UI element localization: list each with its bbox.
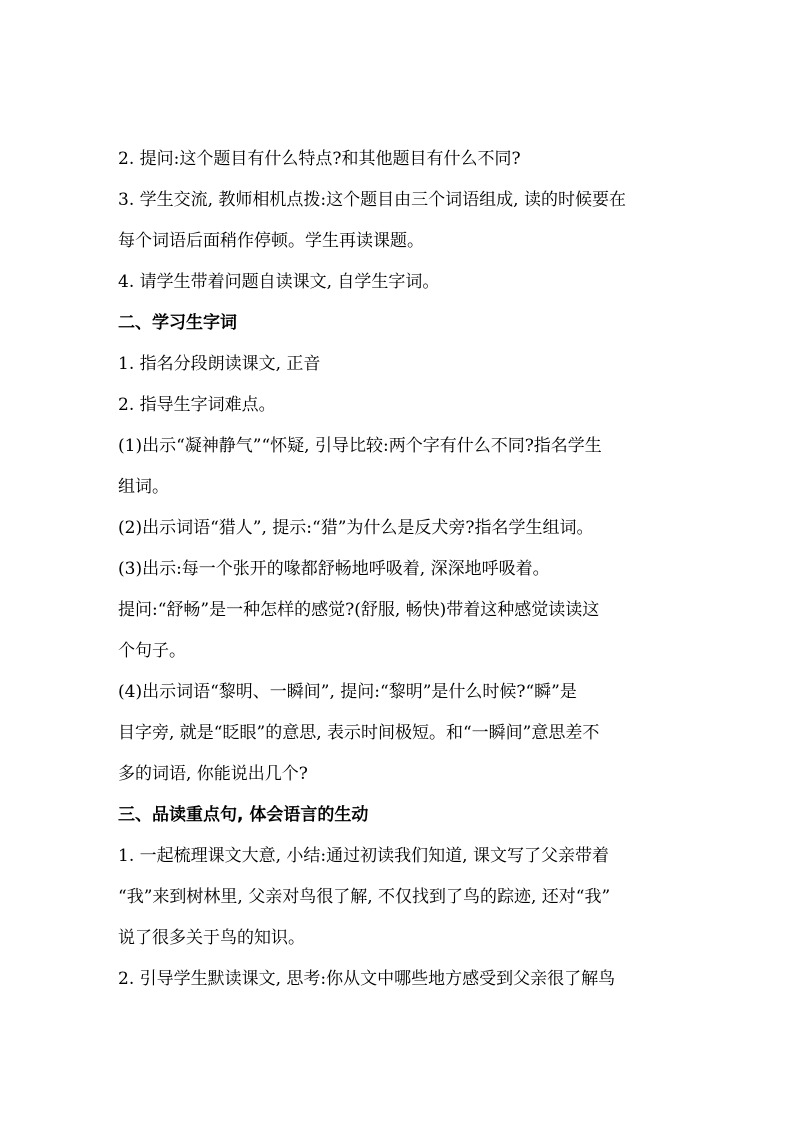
step-4-read: 4. 请学生带着问题自读课文, 自学生字词。 bbox=[118, 272, 440, 292]
vocab-step-1: 1. 指名分段朗读课文, 正音 bbox=[118, 354, 321, 374]
vocab-item-3-question-line-1: 提问:“舒畅”是一种怎样的感觉?(舒服, 畅快)带着这种感觉读读这 bbox=[118, 600, 600, 620]
vocab-step-2: 2. 指导生字词难点。 bbox=[118, 395, 276, 415]
vocab-item-1-line-1: (1)出示“凝神静气”“怀疑, 引导比较:两个字有什么不同?指名学生 bbox=[118, 436, 602, 456]
step-3-line-2: 每个词语后面稍作停顿。学生再读课题。 bbox=[118, 231, 424, 251]
vocab-item-4-line-3: 多的词语, 你能说出几个? bbox=[118, 764, 308, 784]
vocab-item-4-line-2: 目字旁, 就是“眨眼”的意思, 表示时间极短。和“一瞬间”意思差不 bbox=[118, 723, 600, 743]
reading-step-1-line-2: “我”来到树林里, 父亲对鸟很了解, 不仅找到了鸟的踪迹, 还对“我” bbox=[118, 887, 611, 907]
section-heading-2: 二、学习生字词 bbox=[118, 313, 237, 333]
reading-step-2: 2. 引导学生默读课文, 思考:你从文中哪些地方感受到父亲很了解鸟 bbox=[118, 969, 616, 989]
step-2-question: 2. 提问:这个题目有什么特点?和其他题目有什么不同? bbox=[118, 149, 521, 169]
reading-step-1-line-1: 1. 一起梳理课文大意, 小结:通过初读我们知道, 课文写了父亲带着 bbox=[118, 846, 609, 866]
vocab-item-3: (3)出示:每一个张开的喙都舒畅地呼吸着, 深深地呼吸着。 bbox=[118, 559, 550, 579]
vocab-item-3-question-line-2: 个句子。 bbox=[118, 641, 186, 661]
vocab-item-2: (2)出示词语“猎人”, 提示:“猎”为什么是反犬旁?指名学生组词。 bbox=[118, 518, 594, 538]
reading-step-1-line-3: 说了很多关于鸟的知识。 bbox=[118, 928, 305, 948]
step-3-line-1: 3. 学生交流, 教师相机点拨:这个题目由三个词语组成, 读的时候要在 bbox=[118, 190, 626, 210]
section-heading-3: 三、品读重点句, 体会语言的生动 bbox=[118, 805, 369, 825]
vocab-item-4-line-1: (4)出示词语“黎明、一瞬间”, 提问:“黎明”是什么时候?“瞬”是 bbox=[118, 682, 577, 702]
vocab-item-1-line-2: 组词。 bbox=[118, 477, 169, 497]
document-body bbox=[118, 145, 683, 1006]
